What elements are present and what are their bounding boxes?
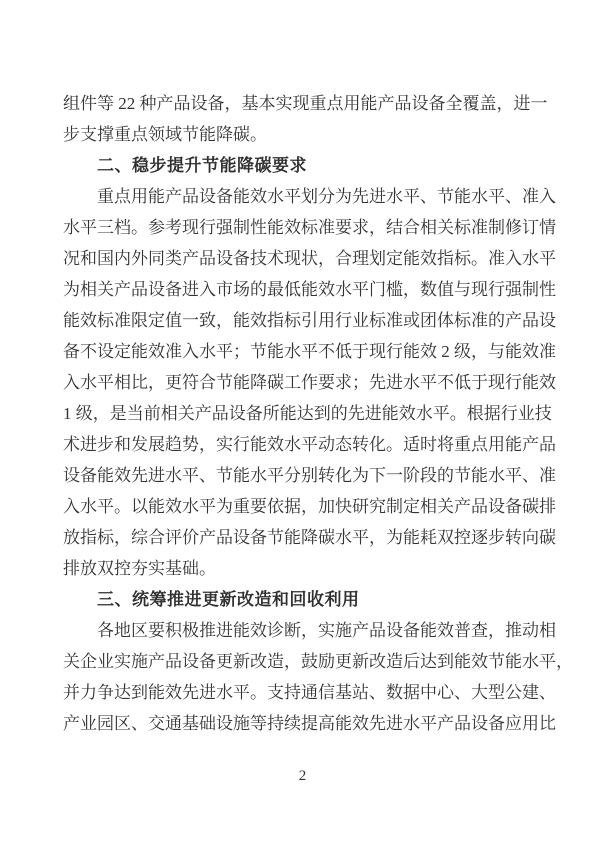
- text-line: 步支撑重点领域节能降碳。: [63, 125, 267, 144]
- text-line: 设备能效先进水平、节能水平分别转化为下一阶段的节能水平、准: [63, 466, 556, 485]
- text-line: 各地区要积极推进能效诊断，实施产品设备能效普查，推动相: [97, 621, 556, 640]
- text-line: 并力争达到能效先进水平。支持通信基站、数据中心、大型公建、: [63, 683, 556, 702]
- text-line: 况和国内外同类产品设备技术现状，合理划定能效指标。准入水平: [63, 249, 556, 268]
- text-line: 产业园区、交通基础设施等持续提高能效先进水平产品设备应用比: [63, 714, 556, 733]
- text-line: 水平三档。参考现行强制性能效标准要求，结合相关标准制修订情: [63, 218, 556, 237]
- text-line: 为相关产品设备进入市场的最低能效水平门槛，数值与现行强制性: [63, 280, 556, 299]
- text-line: 重点用能产品设备能效水平划分为先进水平、节能水平、准入: [97, 187, 556, 206]
- text-line: 入水平相比，更符合节能降碳工作要求；先进水平不低于现行能效: [63, 373, 556, 392]
- text-line: 备不设定能效准入水平；节能水平不低于现行能效 2 级，与能效准: [63, 342, 556, 361]
- section-heading-2: 二、稳步提升节能降碳要求: [97, 156, 307, 175]
- section-heading-3: 三、统筹推进更新改造和回收利用: [97, 590, 360, 609]
- text-line: 1 级，是当前相关产品设备所能达到的先进能效水平。根据行业技: [63, 404, 552, 423]
- text-block: [63, 88, 573, 739]
- text-line: 术进步和发展趋势，实行能效水平动态转化。适时将重点用能产品: [63, 435, 556, 454]
- text-line: 入水平。以能效水平为重要依据，加快研究制定相关产品设备碳排: [63, 497, 556, 516]
- page-number: 2: [298, 768, 307, 784]
- text-line: 能效标准限定值一致，能效指标引用行业标准或团体标准的产品设: [63, 311, 556, 330]
- text-line: 组件等 22 种产品设备，基本实现重点用能产品设备全覆盖，进一: [63, 94, 548, 113]
- text-line: 排放双控夯实基础。: [63, 559, 216, 578]
- text-line: 放指标，综合评价产品设备节能降碳水平，为能耗双控逐步转向碳: [63, 528, 556, 547]
- text-line: 关企业实施产品设备更新改造，鼓励更新改造后达到能效节能水平，: [63, 652, 573, 671]
